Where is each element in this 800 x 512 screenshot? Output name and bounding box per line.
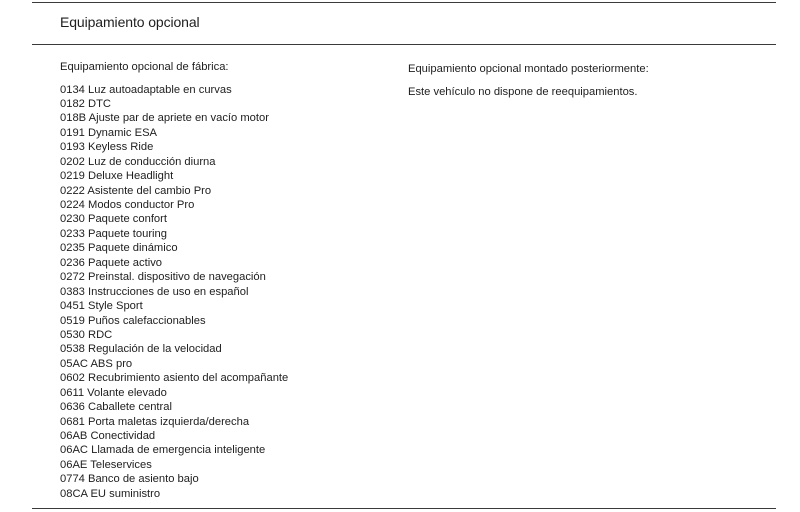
equipment-item: 05AC ABS pro (60, 357, 133, 370)
equipment-item: 0230 Paquete confort (60, 213, 167, 226)
equipment-item: 0611 Volante elevado (60, 386, 167, 399)
factory-equipment-heading: Equipamiento opcional de fábrica: (60, 61, 229, 73)
retrofit-note: Este vehículo no dispone de reequipamientos. (408, 85, 638, 98)
equipment-item: 0538 Regulación de la velocidad (60, 343, 222, 356)
equipment-item: 08CA EU suministro (60, 487, 161, 500)
equipment-item: 0602 Recubrimiento asiento del acompañante (60, 372, 289, 385)
top-divider (32, 2, 776, 3)
equipment-item: 0272 Preinstal. dispositivo de navegación (60, 271, 266, 284)
equipment-item: 06AB Conectividad (60, 430, 156, 442)
equipment-item: 0530 RDC (60, 328, 113, 341)
equipment-item: 0451 Style Sport (60, 300, 143, 313)
section-title: Equipamiento opcional (60, 14, 200, 30)
header-divider (32, 44, 776, 45)
equipment-item: 018B Ajuste par de apriete en vacío motor (60, 112, 269, 125)
equipment-item: 0774 Banco de asiento bajo (60, 473, 199, 486)
equipment-item: 0519 Puños calefaccionables (60, 314, 206, 327)
equipment-item: 0236 Paquete activo (60, 256, 163, 269)
equipment-item: 0193 Keyless Ride (60, 141, 154, 154)
equipment-item: 0219 Deluxe Headlight (60, 170, 174, 183)
equipment-item: 0191 Dynamic ESA (60, 126, 158, 139)
equipment-item: 0224 Modos conductor Pro (60, 199, 195, 211)
equipment-item: 0182 DTC (60, 97, 111, 110)
equipment-item: 0636 Caballete central (60, 401, 172, 414)
equipment-item: 0233 Paquete touring (60, 227, 167, 240)
equipment-item: 0681 Porta maletas izquierda/derecha (60, 415, 250, 428)
retrofit-equipment-heading: Equipamiento opcional montado posteriormente: (408, 63, 649, 75)
equipment-item: 0134 Luz autoadaptable en curvas (60, 83, 232, 96)
equipment-item: 0222 Asistente del cambio Pro (60, 184, 212, 197)
equipment-item: 0383 Instrucciones de uso en español (60, 285, 249, 298)
equipment-item: 0235 Paquete dinámico (60, 242, 178, 255)
equipment-item: 0202 Luz de conducción diurna (60, 155, 216, 168)
equipment-item: 06AE Teleservices (60, 458, 152, 471)
equipment-item: 06AC Llamada de emergencia inteligente (60, 444, 266, 457)
retrofit-equipment-column (408, 60, 778, 99)
factory-equipment-list (60, 83, 380, 502)
bottom-divider (32, 508, 776, 509)
factory-equipment-column (60, 60, 380, 501)
